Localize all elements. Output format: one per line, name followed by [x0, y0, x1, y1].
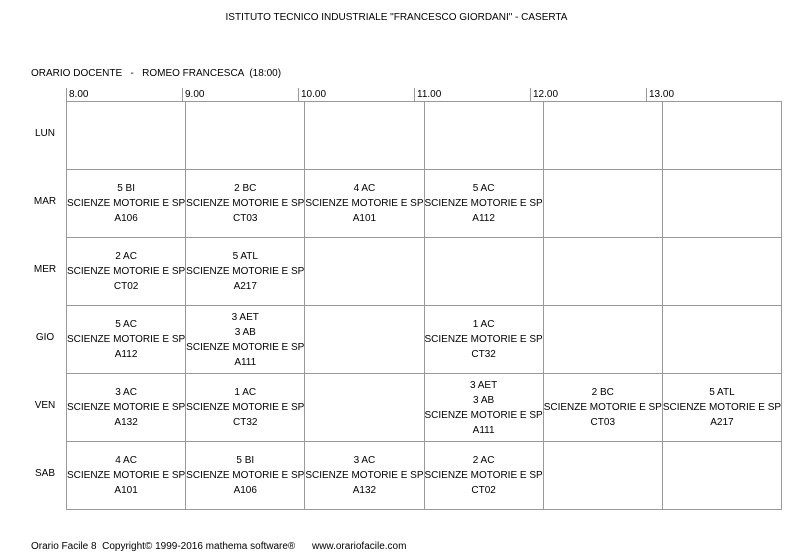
lesson-line: SCIENZE MOTORIE E SP [67, 334, 186, 345]
document-title: ISTITUTO TECNICO INDUSTRIALE "FRANCESCO GIORDANI" - CASERTA [225, 12, 568, 23]
empty-cell [543, 102, 662, 170]
lesson-line: CT32 [471, 349, 496, 360]
lesson-line: SCIENZE MOTORIE E SP [424, 334, 543, 345]
hour-label: 11.00 [417, 89, 442, 100]
lesson-line: 5 BI [117, 183, 135, 194]
lesson-cell [424, 306, 543, 374]
lesson-line: CT02 [113, 281, 139, 292]
hour-label: 12.00 [533, 89, 559, 100]
day-label: VEN [34, 400, 56, 411]
day-label: MAR [33, 196, 57, 207]
lesson-line: SCIENZE MOTORIE E SP [186, 266, 305, 277]
lesson-line: 5 AC [472, 183, 495, 194]
lesson-line: 2 BC [234, 183, 257, 194]
empty-cell [662, 238, 781, 306]
lesson-line: A112 [472, 213, 495, 224]
hour-tick [182, 88, 183, 101]
lesson-cell [305, 170, 424, 238]
hour-tick [414, 88, 415, 101]
empty-cell [424, 238, 543, 306]
empty-cell [662, 170, 781, 238]
lesson-line: SCIENZE MOTORIE E SP [305, 198, 424, 209]
lesson-cell [186, 170, 305, 238]
hour-tick [646, 88, 647, 101]
lesson-cell [186, 374, 305, 442]
lesson-cell [67, 306, 186, 374]
lesson-cell [424, 170, 543, 238]
lesson-line: CT32 [233, 417, 258, 428]
lesson-line: SCIENZE MOTORIE E SP [424, 470, 543, 481]
hour-label: 8.00 [69, 89, 89, 100]
lesson-line: A217 [233, 281, 257, 292]
timetable-grid [66, 101, 782, 510]
lesson-cell [186, 238, 305, 306]
hour-label: 10.00 [301, 89, 327, 100]
lesson-line: SCIENZE MOTORIE E SP [305, 470, 424, 481]
lesson-line: A132 [114, 417, 138, 428]
empty-cell [305, 238, 424, 306]
hour-tick [530, 88, 531, 101]
lesson-cell [424, 442, 543, 510]
lesson-line: 1 AC [234, 387, 257, 398]
lesson-line: CT03 [233, 213, 258, 224]
lesson-line: SCIENZE MOTORIE E SP [424, 409, 543, 421]
lesson-line: 2 AC [115, 251, 137, 262]
lesson-cell [67, 238, 186, 306]
lesson-line: A106 [114, 213, 138, 224]
lesson-cell [67, 374, 186, 442]
hour-label: 9.00 [185, 89, 205, 100]
lesson-line: A132 [352, 485, 377, 496]
empty-cell [662, 102, 781, 170]
lesson-line: SCIENZE MOTORIE E SP [67, 198, 186, 209]
teacher-schedule-heading: ORARIO DOCENTE - ROMEO FRANCESCA (18:00) [31, 68, 282, 79]
lesson-line: A111 [472, 424, 495, 436]
lesson-line: A111 [234, 356, 257, 368]
lesson-cell [67, 442, 186, 510]
lesson-line: SCIENZE MOTORIE E SP [662, 402, 782, 413]
lesson-line: SCIENZE MOTORIE E SP [186, 341, 305, 353]
timetable-row [67, 238, 782, 306]
lesson-line: SCIENZE MOTORIE E SP [186, 402, 305, 413]
lesson-cell [662, 374, 781, 442]
lesson-line: A101 [114, 485, 138, 496]
lesson-line: 2 BC [591, 387, 614, 398]
lesson-line: 3 AET [231, 311, 259, 323]
lesson-line: 1 AC [472, 319, 495, 330]
timetable-row [67, 170, 782, 238]
empty-cell [305, 374, 424, 442]
lesson-line: 3 AB [473, 394, 495, 406]
empty-cell [543, 238, 662, 306]
empty-cell [543, 306, 662, 374]
footer-copyright: Orario Facile 8 Copyright© 1999-2016 mathema software® www.orariofacile.com [31, 541, 407, 552]
empty-cell [662, 306, 781, 374]
lesson-line: SCIENZE MOTORIE E SP [67, 266, 186, 277]
lesson-line: SCIENZE MOTORIE E SP [186, 470, 305, 481]
lesson-line: 5 BI [236, 455, 255, 466]
lesson-line: 3 AB [234, 326, 256, 338]
lesson-cell [543, 374, 662, 442]
lesson-line: 4 AC [353, 183, 376, 194]
day-label: SAB [34, 468, 55, 479]
timetable-row [67, 442, 782, 510]
lesson-cell [305, 442, 424, 510]
lesson-line: SCIENZE MOTORIE E SP [67, 402, 186, 413]
lesson-line: SCIENZE MOTORIE E SP [543, 402, 662, 413]
lesson-line: SCIENZE MOTORIE E SP [67, 470, 186, 481]
lesson-cell [67, 170, 186, 238]
day-label: LUN [34, 128, 55, 139]
empty-cell [543, 170, 662, 238]
lesson-line: 5 AC [115, 319, 137, 330]
lesson-line: 4 AC [115, 455, 137, 466]
hour-label: 13.00 [649, 89, 675, 100]
lesson-line: CT02 [471, 485, 496, 496]
lesson-line: 5 ATL [232, 251, 258, 262]
timetable-row [67, 306, 782, 374]
lesson-cell [424, 374, 543, 442]
empty-cell [305, 102, 424, 170]
lesson-line: 5 ATL [709, 387, 735, 398]
empty-cell [424, 102, 543, 170]
lesson-cell [186, 442, 305, 510]
lesson-line: CT03 [590, 417, 615, 428]
lesson-line: SCIENZE MOTORIE E SP [186, 198, 305, 209]
empty-cell [543, 442, 662, 510]
lesson-line: A112 [114, 349, 138, 360]
hour-tick [298, 88, 299, 101]
timetable-row [67, 102, 782, 170]
lesson-line: 3 AC [353, 455, 376, 466]
empty-cell [305, 306, 424, 374]
empty-cell [186, 102, 305, 170]
lesson-cell [186, 306, 305, 374]
lesson-line: 3 AET [469, 379, 498, 391]
lesson-line: 3 AC [115, 387, 137, 398]
day-label: GIO [35, 332, 55, 343]
empty-cell [67, 102, 186, 170]
lesson-line: A101 [352, 213, 377, 224]
lesson-line: A106 [233, 485, 257, 496]
empty-cell [662, 442, 781, 510]
lesson-line: 2 AC [472, 455, 495, 466]
day-label: MER [33, 264, 57, 275]
hour-tick [66, 88, 67, 101]
lesson-line: SCIENZE MOTORIE E SP [424, 198, 543, 209]
timetable-row [67, 374, 782, 442]
lesson-line: A217 [710, 417, 734, 428]
